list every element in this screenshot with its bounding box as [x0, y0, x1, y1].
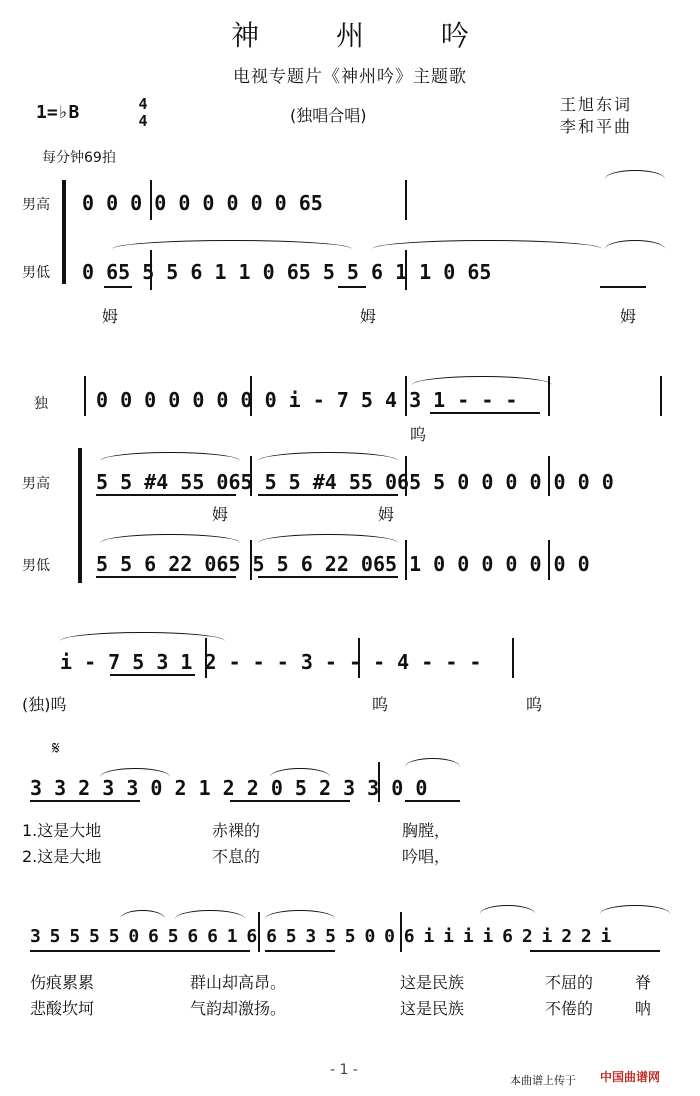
barline	[405, 250, 407, 290]
underline	[96, 494, 236, 496]
slur	[270, 768, 330, 777]
barline	[405, 376, 407, 416]
underline	[230, 800, 350, 802]
barline	[660, 376, 662, 416]
slur	[100, 452, 240, 461]
song-subtitle: 电视专题片《神州吟》主题歌	[233, 67, 467, 87]
slur	[60, 632, 225, 641]
barline	[150, 250, 152, 290]
verse2-lyric: 不息的	[212, 847, 261, 866]
barline	[358, 638, 360, 678]
underline	[258, 576, 398, 578]
lyric-hum: 姆	[360, 307, 377, 326]
slur	[112, 240, 352, 249]
performance-note: (独唱合唱)	[290, 106, 367, 125]
slur	[265, 910, 335, 919]
barline	[84, 376, 86, 416]
verse2-lyric: 呐	[635, 999, 652, 1018]
verse1-lyric: 胸膛，	[402, 821, 451, 840]
lyric-oo: 呜	[526, 695, 543, 714]
underline	[104, 286, 132, 288]
underline	[30, 800, 140, 802]
underline	[258, 494, 398, 496]
barline	[205, 638, 207, 678]
solo-notes-3: i - 7 5 3 1 2 - - - 3 - - - 4 - - -	[60, 650, 482, 674]
verse1-lyric: 这是民族	[400, 973, 465, 992]
underline	[30, 950, 250, 952]
verse1-lyric: 脊	[635, 973, 652, 992]
system-brace	[62, 180, 66, 284]
source-note: 本曲谱上传于	[510, 1074, 576, 1087]
tenor-notes-2: 5 5 #4 55 065 5 5 #4 55 065 5 0 0 0 0 0 0 0	[96, 470, 614, 494]
system-brace	[78, 448, 82, 583]
slur	[175, 910, 245, 919]
lyric-solo-oo: (独)呜	[22, 695, 67, 714]
verse2-lyric: 气韵却激扬。	[190, 999, 287, 1018]
verse1-lyric: 不屈的	[545, 973, 594, 992]
barline	[258, 912, 260, 952]
lyricist-credit: 王旭东词	[560, 95, 633, 114]
segno-sign: 𝄋	[52, 738, 60, 759]
slur	[372, 240, 602, 249]
underline	[600, 286, 646, 288]
slur	[405, 758, 460, 767]
barline	[548, 456, 550, 496]
underline	[338, 286, 366, 288]
barline	[250, 456, 252, 496]
slur	[100, 534, 240, 543]
lyric-hum: 姆	[212, 505, 229, 524]
lyric-hum: 姆	[378, 505, 395, 524]
underline	[110, 674, 195, 676]
solo-notes-2: 0 0 0 0 0 0 0 0 i - 7 5 4 3 1 - - -	[96, 388, 518, 412]
barline	[405, 180, 407, 220]
barline	[405, 456, 407, 496]
barline	[250, 540, 252, 580]
bass-notes-1: 0 65 5 5 6 1 1 0 65 5 5 6 1 1 0 65	[82, 260, 492, 284]
slur	[258, 534, 398, 543]
lyric-oo: 呜	[372, 695, 389, 714]
part-label-solo: 独	[34, 396, 48, 412]
barline	[405, 540, 407, 580]
slur	[605, 170, 665, 179]
underline	[430, 412, 540, 414]
verse2-lyric: 2.这是大地	[22, 847, 102, 866]
verse1-lyric: 赤裸的	[212, 821, 261, 840]
solo-lyric-oo: 呜	[410, 425, 427, 444]
verse1-lyric: 群山却高昂。	[190, 973, 287, 992]
verse2-lyric: 吟唱，	[402, 847, 451, 866]
slur	[120, 910, 165, 919]
composer-credit: 李和平曲	[560, 117, 633, 136]
verse2-lyric: 这是民族	[400, 999, 465, 1018]
time-signature	[136, 96, 150, 130]
meter-bottom: 4	[138, 112, 148, 130]
bass-notes-2: 5 5 6 22 065 5 5 6 22 065 1 0 0 0 0 0 0 0	[96, 552, 590, 576]
slur	[100, 768, 170, 777]
verse2-lyric: 不倦的	[545, 999, 594, 1018]
part-label-tenor: 男高	[22, 476, 50, 492]
slur	[480, 905, 535, 914]
meter-top: 4	[138, 95, 148, 113]
site-logo[interactable]: 中国曲谱网	[600, 1070, 661, 1084]
underline	[96, 576, 236, 578]
tempo-marking: 每分钟69拍	[42, 150, 116, 166]
verse1-lyric: 伤痕累累	[30, 973, 95, 992]
part-label-bass: 男低	[22, 265, 50, 281]
underline	[265, 950, 335, 952]
slur	[605, 240, 665, 249]
tenor-notes-1: 0 0 0 0 0 0 0 0 0 65	[82, 191, 323, 215]
lyric-hum: 姆	[620, 307, 637, 326]
part-label-tenor: 男高	[22, 197, 50, 213]
melody-notes-4: 3 3 2 3 3 0 2 1 2 2 0 5 2 3 3 0 0	[30, 776, 428, 800]
underline	[405, 800, 460, 802]
barline	[150, 180, 152, 220]
song-title: 神 州 吟	[231, 19, 503, 52]
barline	[378, 762, 380, 802]
barline	[548, 540, 550, 580]
slur	[412, 376, 552, 385]
slur	[258, 452, 398, 461]
slur	[600, 905, 670, 914]
melody-notes-5: 3 5 5 5 5 0 6 5 6 6 1 6 6 5 3 5 5 0 0 6 i i i i 6 2 i 2 2 i	[30, 926, 611, 947]
underline	[530, 950, 660, 952]
verse2-lyric: 悲酸坎坷	[30, 999, 95, 1018]
lyric-hum: 姆	[102, 307, 119, 326]
part-label-bass: 男低	[22, 558, 50, 574]
verse1-lyric: 1.这是大地	[22, 821, 102, 840]
key-signature: 1=♭B	[36, 102, 80, 123]
barline	[512, 638, 514, 678]
barline	[400, 912, 402, 952]
page-number: - 1 -	[330, 1062, 358, 1078]
barline	[250, 376, 252, 416]
